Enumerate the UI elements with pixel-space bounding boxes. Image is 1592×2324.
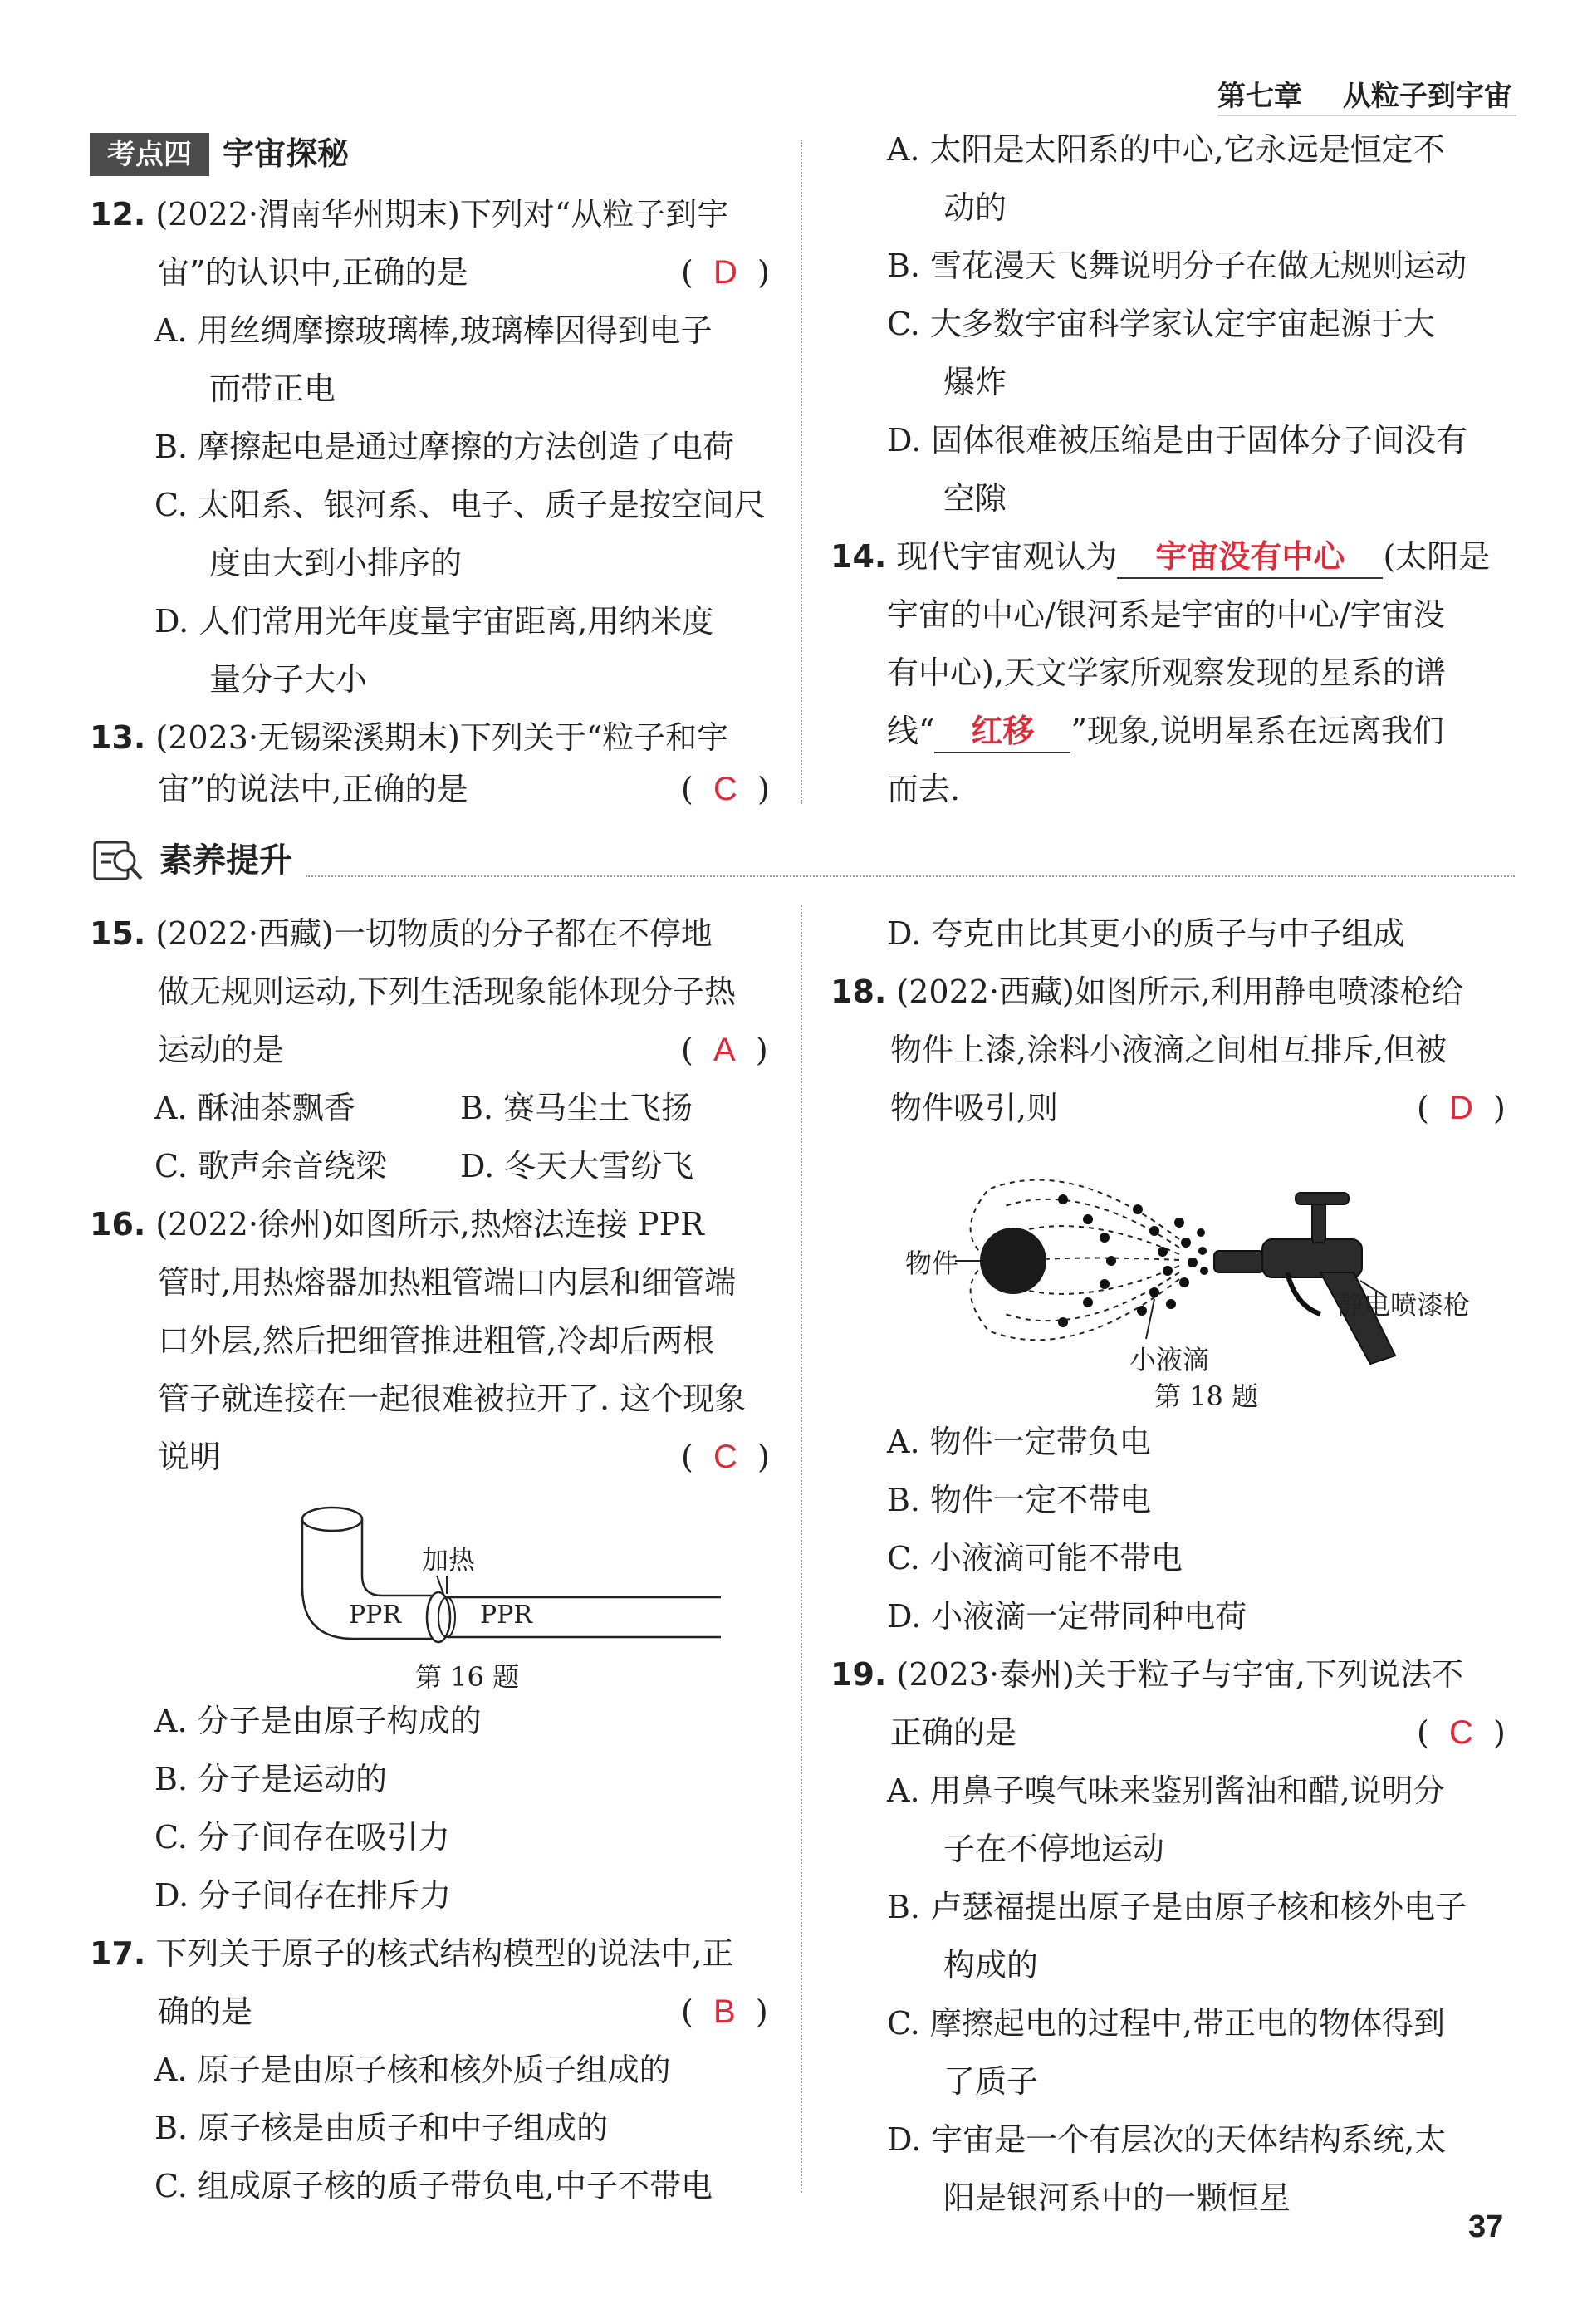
section-tag	[90, 133, 209, 176]
chapter-number: 第七章	[1217, 81, 1302, 112]
option-c: C. 太阳系、银河系、电子、质子是按空间尺	[154, 487, 766, 523]
spray-gun-figure	[905, 1140, 1503, 1405]
option-a: A. 物件一定带负电	[887, 1424, 1151, 1460]
option-a-cont: 动的	[943, 189, 1007, 226]
question-stem: 做无规则运动,下列生活现象能体现分子热	[158, 973, 737, 1010]
fill-blank-2: 红移	[934, 712, 1070, 753]
question-stem: 而去.	[887, 771, 961, 807]
option-c: C. 歌声余音绕梁	[154, 1148, 387, 1184]
question-number: 12.	[90, 196, 146, 233]
answer-bracket: ( B )	[681, 1993, 768, 2030]
figure-caption: 第 16 题	[415, 1661, 520, 1693]
option-d: D. 夸克由比其更小的质子与中子组成	[887, 915, 1405, 952]
question-number: 19.	[830, 1656, 887, 1693]
chapter-title: 从粒子到宇宙	[1342, 81, 1512, 112]
question-stem: 现代宇宙观认为	[896, 538, 1118, 575]
question-stem: 物件吸引,则	[890, 1090, 1059, 1126]
answer-letter: D	[1448, 1090, 1473, 1126]
option-b: B. 摩擦起电是通过摩擦的方法创造了电荷	[154, 429, 735, 465]
option-d: D. 人们常用光年度量宇宙距离,用纳米度	[154, 603, 714, 640]
heat-label: 加热	[422, 1544, 476, 1576]
option-a: A. 用丝绸摩擦玻璃棒,玻璃棒因得到电子	[154, 312, 713, 349]
question-number: 16.	[90, 1206, 146, 1243]
spray-gun-label: 静电喷漆枪	[1337, 1289, 1471, 1321]
question-stem: (2022·西藏)如图所示,利用静电喷漆枪给	[896, 973, 1463, 1010]
option-b: B. 卢瑟福提出原子是由原子核和核外电子	[887, 1889, 1467, 1925]
column-divider-bottom	[801, 905, 802, 2193]
left-column-top	[90, 191, 779, 806]
option-a: A. 太阳是太阳系的中心,它永远是恒定不	[887, 131, 1445, 168]
option-d: D. 固体很难被压缩是由于固体分子间没有	[887, 422, 1468, 458]
section-tag-label: 考点四	[107, 139, 192, 170]
option-a: A. 原子是由原子核和核外质子组成的	[154, 2052, 671, 2088]
answer-bracket: ( D )	[1417, 1090, 1506, 1126]
option-c: C. 组成原子核的质子带负电,中子不带电	[154, 2168, 713, 2204]
option-c: C. 大多数宇宙科学家认定宇宙起源于大	[887, 306, 1435, 342]
answer-bracket: ( C )	[681, 1439, 770, 1475]
option-c-cont: 爆炸	[943, 364, 1007, 400]
question-stem: (2023·泰州)关于粒子与宇宙,下列说法不	[896, 1656, 1463, 1693]
question-stem: ”现象,说明星系在远离我们	[1070, 713, 1444, 749]
ppr-label-right: PPR	[480, 1601, 532, 1630]
right-column-bottom	[830, 910, 1528, 2216]
option-d: D. 宇宙是一个有层次的天体结构系统,太	[887, 2121, 1447, 2158]
left-column-bottom	[90, 910, 787, 2206]
question-stem: 管子就连接在一起很难被拉开了. 这个现象	[158, 1380, 747, 1417]
option-a: A. 用鼻子嗅气味来鉴别酱油和醋,说明分	[887, 1772, 1445, 1809]
option-d-cont: 空隙	[943, 480, 1007, 517]
section-title: 素养提升	[159, 842, 292, 879]
question-stem: 确的是	[158, 1993, 253, 2030]
question-stem: (2023·无锡梁溪期末)下列关于“粒子和宇	[155, 719, 729, 756]
option-b: B. 物件一定不带电	[887, 1482, 1152, 1518]
fill-blank-1: 宇宙没有中心	[1117, 537, 1383, 579]
question-stem: 物件上漆,涂料小液滴之间相互排斥,但被	[890, 1032, 1447, 1068]
right-column-top	[830, 126, 1528, 807]
header-rule	[1217, 115, 1516, 116]
question-stem: 有中心),天文学家所观察发现的星系的谱	[887, 655, 1446, 691]
answer-letter: C	[713, 1439, 737, 1475]
question-stem: 宙”的认识中,正确的是	[158, 254, 468, 291]
question-number: 18.	[830, 973, 887, 1010]
spray-gun-diagram	[905, 1140, 1503, 1372]
option-a: A. 酥油茶飘香	[154, 1090, 355, 1126]
option-a: A. 分子是由原子构成的	[154, 1703, 482, 1739]
option-d: D. 小液滴一定带同种电荷	[887, 1598, 1247, 1635]
option-a-cont: 而带正电	[209, 370, 336, 407]
magnifier-book-icon	[90, 836, 148, 885]
question-stem: 线“	[887, 713, 935, 749]
option-c-cont: 度由大到小排序的	[209, 545, 463, 581]
answer-bracket: ( C )	[1417, 1714, 1506, 1751]
answer-letter: A	[713, 1032, 736, 1068]
option-b: B. 赛马尘土飞扬	[460, 1090, 693, 1126]
answer-letter: C	[713, 771, 737, 807]
option-b-cont: 构成的	[943, 1947, 1039, 1983]
question-stem: (2022·渭南华州期末)下列对“从粒子到宇	[155, 196, 729, 233]
option-d: D. 分子间存在排斥力	[154, 1877, 452, 1914]
question-stem: 宙”的说法中,正确的是	[158, 771, 468, 807]
droplet-label: 小液滴	[1129, 1344, 1210, 1375]
question-number: 17.	[90, 1935, 146, 1972]
section-title: 宇宙探秘	[223, 137, 350, 172]
question-number: 14.	[830, 538, 887, 575]
question-stem: 宇宙的中心/银河系是宇宙的中心/宇宙没	[887, 596, 1445, 633]
page-number: 37	[1468, 2209, 1504, 2244]
answer-bracket: ( D )	[681, 254, 770, 291]
figure-caption: 第 18 题	[1154, 1380, 1259, 1412]
answer-bracket: ( C )	[681, 771, 770, 807]
running-header	[1217, 73, 1512, 114]
answer-letter: D	[713, 254, 737, 291]
question-stem: (2022·徐州)如图所示,热熔法连接 PPR	[155, 1206, 704, 1243]
ppr-pipe-figure	[289, 1496, 721, 1679]
ppr-label-left: PPR	[349, 1601, 401, 1630]
question-stem: 下列关于原子的核式结构模型的说法中,正	[155, 1935, 734, 1972]
option-c: C. 分子间存在吸引力	[154, 1819, 450, 1856]
question-stem: (太阳是	[1383, 538, 1491, 575]
option-c: C. 小液滴可能不带电	[887, 1540, 1183, 1576]
section-rule	[306, 875, 1515, 877]
option-d-cont: 阳是银河系中的一颗恒星	[943, 2179, 1291, 2216]
question-stem: 口外层,然后把细管推进粗管,冷却后两根	[158, 1322, 715, 1359]
section-upgrade-header	[90, 834, 1518, 887]
option-b: B. 雪花漫天飞舞说明分子在做无规则运动	[887, 248, 1467, 284]
question-stem: (2022·西藏)一切物质的分子都在不停地	[155, 915, 713, 952]
answer-letter: B	[713, 1993, 736, 2030]
answer-letter: C	[1448, 1714, 1473, 1751]
object-label: 物件	[905, 1248, 959, 1279]
column-divider-top	[801, 140, 802, 804]
option-d-cont: 量分子大小	[209, 661, 368, 698]
option-d: D. 冬天大雪纷飞	[460, 1148, 694, 1184]
option-a-cont: 子在不停地运动	[943, 1831, 1165, 1867]
question-stem: 正确的是	[890, 1714, 1017, 1751]
option-b: B. 原子核是由质子和中子组成的	[154, 2110, 609, 2146]
question-number: 15.	[90, 915, 146, 952]
option-c-cont: 了质子	[943, 2063, 1039, 2100]
question-stem: 说明	[158, 1439, 222, 1475]
question-stem: 运动的是	[158, 1032, 285, 1068]
question-number: 13.	[90, 719, 146, 756]
question-stem: 管时,用热熔器加热粗管端口内层和细管端	[158, 1264, 737, 1301]
option-c: C. 摩擦起电的过程中,带正电的物体得到	[887, 2005, 1445, 2042]
answer-bracket: ( A )	[681, 1032, 768, 1068]
option-b: B. 分子是运动的	[154, 1761, 388, 1797]
